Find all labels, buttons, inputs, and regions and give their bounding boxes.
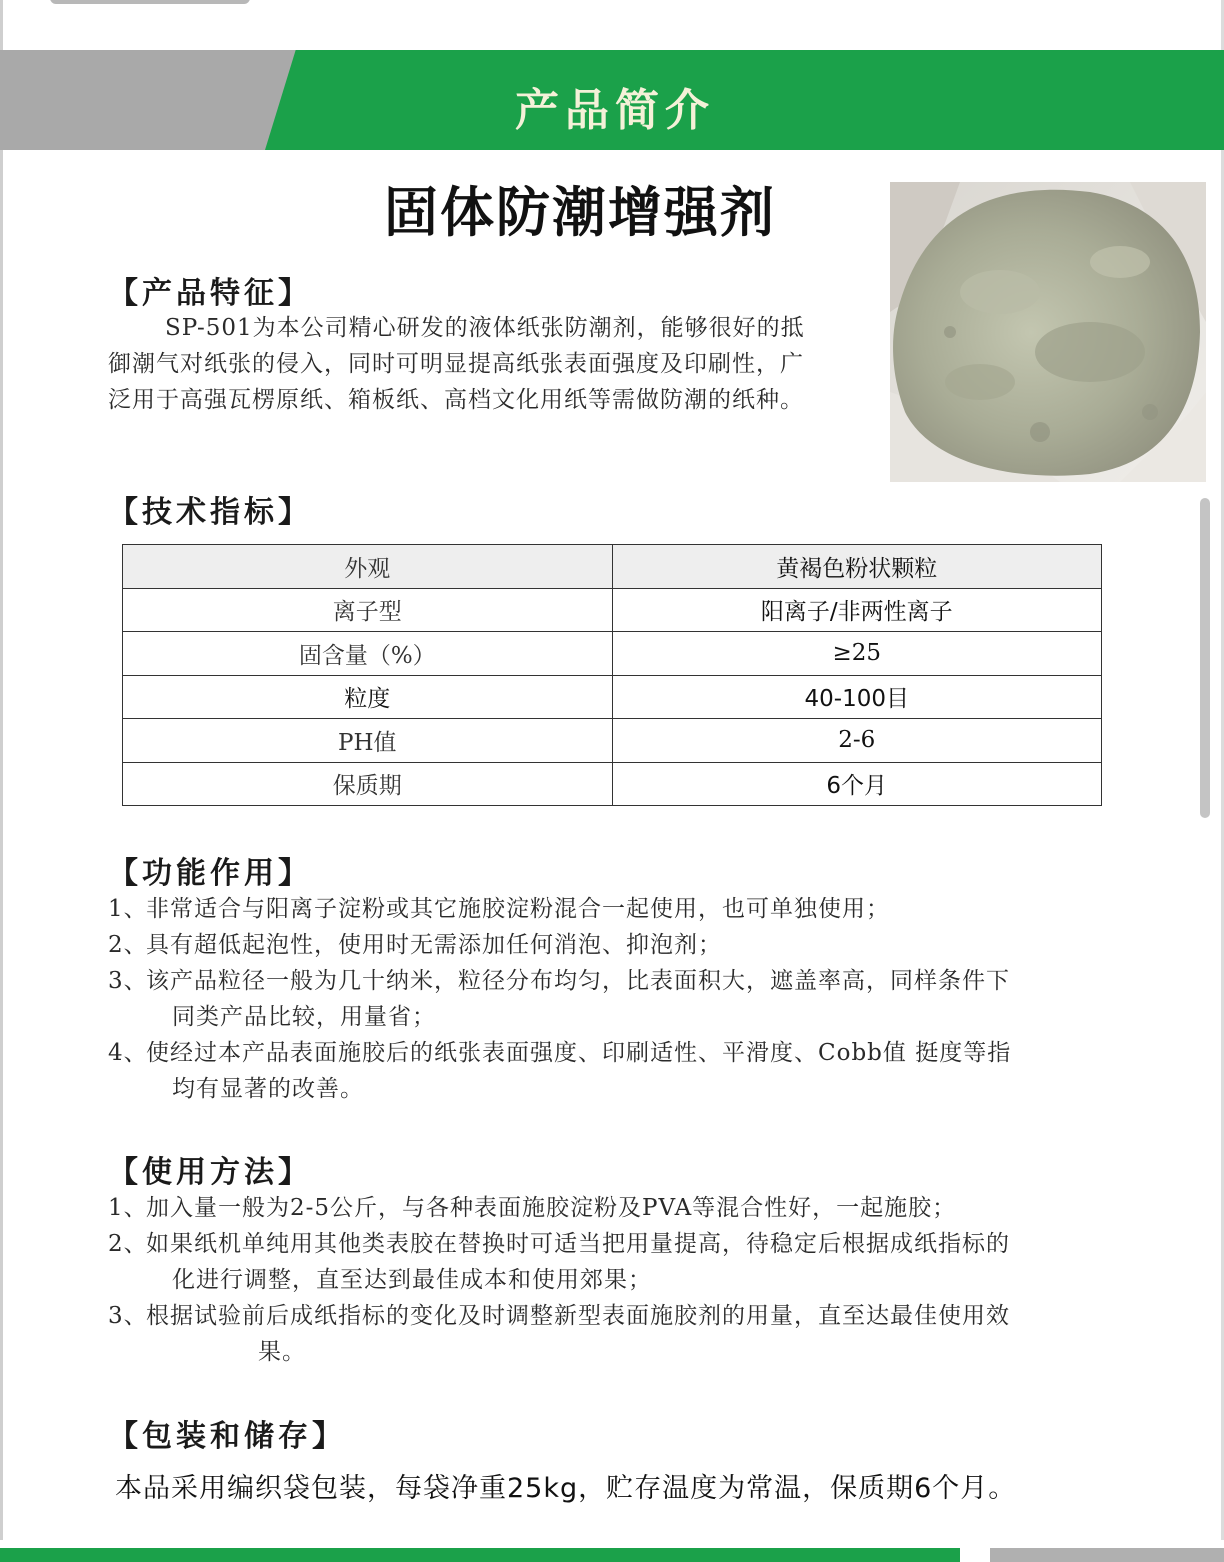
product-photo [890, 182, 1206, 482]
spec-label: 固含量（%） [123, 632, 613, 676]
spec-label: 离子型 [123, 588, 613, 632]
usage-item [108, 1298, 1108, 1370]
usage-item [108, 1190, 1108, 1226]
item-number: 3、 [108, 968, 148, 994]
item-number: 1、 [108, 896, 148, 922]
features-line-3: 泛用于高强瓦楞原纸、箱板纸、高档文化用纸等需做防潮的纸种。 [108, 387, 804, 413]
spec-value: 阳离子/非两性离子 [612, 588, 1102, 632]
spec-value: 2-6 [612, 719, 1102, 763]
item-number: 2、 [108, 1231, 148, 1257]
spec-value: 6个月 [612, 762, 1102, 806]
item-text: 该产品粒径一般为几十纳米，粒径分布均匀，比表面积大，遮盖率高，同样条件下 [146, 968, 1010, 994]
spec-value: ≥25 [612, 632, 1102, 676]
features-line-2: 御潮气对纸张的侵入，同时可明显提高纸张表面强度及印刷性，广 [108, 351, 804, 377]
item-text: 如果纸机单纯用其他类表胶在替换时可适当把用量提高，待稳定后根据成纸指标的 [146, 1231, 1010, 1257]
banner-title: 产品简介 [515, 85, 715, 136]
scrollbar-thumb[interactable] [1200, 498, 1210, 818]
features-heading: 【产品特征】 [108, 276, 312, 311]
bottom-gray-bar [990, 1548, 1224, 1562]
item-number: 1、 [108, 1195, 148, 1221]
item-text-continued: 同类产品比较，用量省； [172, 1004, 436, 1030]
spec-label: 保质期 [123, 762, 613, 806]
function-item [108, 891, 1108, 927]
spec-label: 粒度 [123, 675, 613, 719]
features-line-1: SP-501为本公司精心研发的液体纸张防潮剂，能够很好的抵 [165, 315, 805, 341]
spec-row-solid-content [123, 632, 1102, 676]
usage-heading: 【使用方法】 [108, 1155, 312, 1190]
item-text: 使经过本产品表面施胶后的纸张表面强度、印刷适性、平滑度、Cobb值 挺度等指 [146, 1040, 1012, 1066]
functions-heading: 【功能作用】 [108, 856, 312, 891]
function-item [108, 927, 1108, 963]
item-text: 加入量一般为2-5公斤，与各种表面施胶淀粉及PVA等混合性好，一起施胶； [146, 1195, 957, 1221]
spec-table [122, 544, 1102, 806]
bottom-green-bar [0, 1548, 960, 1562]
spec-row-ph [123, 719, 1102, 763]
product-title: 固体防潮增强剂 [384, 181, 776, 244]
storage-text: 本品采用编织袋包装，每袋净重25kg，贮存温度为常温，保质期6个月。 [115, 1473, 1017, 1504]
intro-banner [0, 50, 1224, 150]
left-border [0, 0, 3, 1540]
top-tab-decoration [50, 0, 250, 4]
spec-value: 黄褐色粉状颗粒 [612, 545, 1102, 589]
item-text-continued: 化进行调整，直至达到最佳成本和使用郊果； [172, 1267, 652, 1293]
item-text-continued: 均有显著的改善。 [172, 1076, 364, 1102]
item-number: 4、 [108, 1040, 148, 1066]
spec-label: PH值 [123, 719, 613, 763]
specs-heading: 【技术指标】 [108, 495, 312, 530]
item-text: 根据试验前后成纸指标的变化及时调整新型表面施胶剂的用量，直至达最佳使用效 [146, 1303, 1010, 1329]
usage-item [108, 1226, 1108, 1298]
item-number: 3、 [108, 1303, 148, 1329]
function-item [108, 963, 1108, 1035]
item-text-continued: 果。 [258, 1339, 306, 1365]
spec-row-appearance [123, 545, 1102, 589]
item-text: 具有超低起泡性，使用时无需添加任何消泡、抑泡剂； [146, 932, 722, 958]
item-number: 2、 [108, 932, 148, 958]
spec-row-shelf-life [123, 762, 1102, 806]
item-text: 非常适合与阳离子淀粉或其它施胶淀粉混合一起使用，也可单独使用； [146, 896, 890, 922]
spec-row-granularity [123, 675, 1102, 719]
storage-heading: 【包装和储存】 [108, 1419, 346, 1454]
spec-label: 外观 [123, 545, 613, 589]
spec-row-ion-type [123, 588, 1102, 632]
function-item [108, 1035, 1108, 1107]
spec-value: 40-100目 [612, 675, 1102, 719]
